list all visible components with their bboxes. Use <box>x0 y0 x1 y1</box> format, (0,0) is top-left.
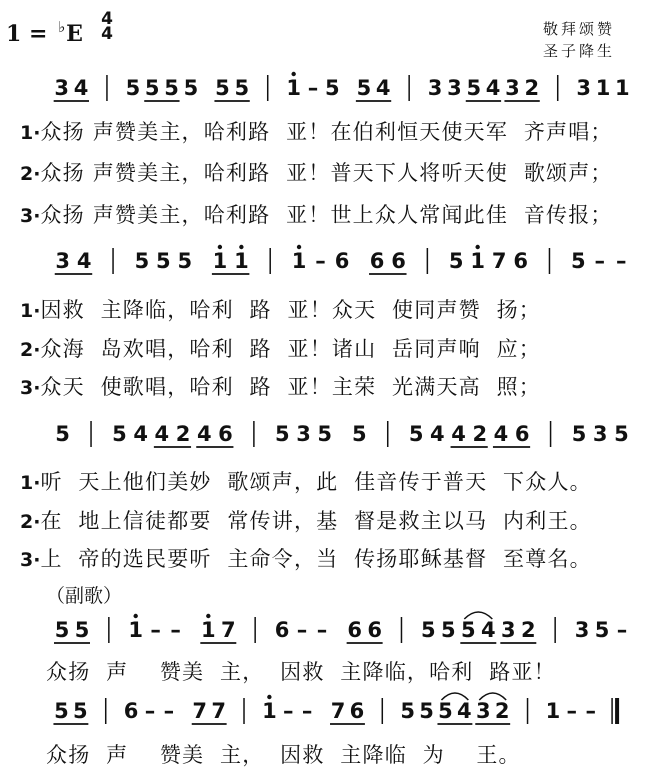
note: 3 <box>576 76 591 100</box>
note: 5 <box>438 699 453 723</box>
note: 7 <box>192 699 208 723</box>
lyric-line <box>46 656 646 686</box>
note: 5 <box>234 76 250 100</box>
lyric-text: 上 帝的选民要听 主命令，当 传扬耶稣基督 至尊名。 <box>40 547 592 571</box>
lyric-text: 听 天上他们美妙 歌颂声，此 佳音传于普天 下众人。 <box>40 470 592 494</box>
time-top: 4 <box>101 9 113 29</box>
note: 5 <box>164 76 179 100</box>
lyric-line <box>20 294 652 324</box>
verse-number: 3· <box>20 549 41 571</box>
note: 1 <box>234 249 249 273</box>
note: 6 <box>347 618 362 642</box>
note: 2 <box>494 699 510 723</box>
high-octave-dot <box>291 72 295 76</box>
note: 1 <box>615 76 630 100</box>
dash-extension: – <box>315 249 326 273</box>
note: 5 <box>54 699 69 723</box>
lyric-text: 众扬 声赞美主，哈利路 亚！普天下人将听天使 歌颂声； <box>40 161 613 185</box>
note: 5 <box>275 422 290 446</box>
verse-number: 1· <box>20 300 41 322</box>
note: 5 <box>144 76 160 100</box>
lyric-line <box>46 739 646 769</box>
lyric-text: 在 地上信徒都要 常传讲，基 督是救主以马 内利王。 <box>40 509 592 533</box>
note: 1 <box>595 76 611 100</box>
note: 7 <box>221 618 236 642</box>
note: 4 <box>73 76 89 100</box>
note: 5 <box>134 249 150 273</box>
note: 1 <box>286 76 301 100</box>
dash-extension: – <box>301 699 313 723</box>
note: 6 <box>369 249 385 273</box>
note: 5 <box>614 422 629 446</box>
note: 4 <box>76 249 92 273</box>
lyric-text: 众海 岛欢唱，哈利 路 亚！诸山 岳同声响 应； <box>40 337 542 361</box>
note: 2 <box>521 618 536 642</box>
dash-extension: – <box>296 618 308 642</box>
key-note: E <box>66 21 83 47</box>
subtitle-2: 圣子降生 <box>542 42 615 60</box>
note: 1 <box>470 249 485 273</box>
note: 5 <box>125 76 141 100</box>
note: 4 <box>457 699 472 723</box>
note: 1 <box>545 699 561 723</box>
verse-number: 3· <box>20 205 41 227</box>
note: 5 <box>112 422 127 446</box>
note: 7 <box>211 699 226 723</box>
flat-sign: ♭ <box>58 18 66 36</box>
note: 1 <box>201 618 216 642</box>
note: 6 <box>274 618 290 642</box>
lyric-line <box>20 333 652 363</box>
verse-number: 1· <box>20 122 41 144</box>
note: 5 <box>215 76 230 100</box>
note: 6 <box>513 249 528 273</box>
note: 2 <box>175 422 191 446</box>
note: 5 <box>571 422 587 446</box>
note: 5 <box>408 422 424 446</box>
note: 3 <box>592 422 608 446</box>
dash-extension: – <box>283 699 294 723</box>
lyric-line <box>20 543 652 573</box>
note: 3 <box>475 699 491 723</box>
note: 5 <box>177 249 193 273</box>
note: 5 <box>594 618 610 642</box>
note: 5 <box>441 618 456 642</box>
note: 3 <box>447 76 462 100</box>
verse-number: 2· <box>20 339 41 361</box>
note: 5 <box>73 699 88 723</box>
verse-number: 1· <box>20 472 41 494</box>
note: 4 <box>485 76 501 100</box>
note: 5 <box>351 422 367 446</box>
high-octave-dot <box>218 245 222 249</box>
dash-extension: – <box>144 699 156 723</box>
lyric-line <box>20 199 652 229</box>
chorus-label: （副歌） <box>46 585 123 607</box>
subtitle-1: 敬拜颂赞 <box>542 20 615 38</box>
note: 4 <box>133 422 148 446</box>
lyric-line <box>20 505 652 535</box>
key-prefix: 1 = <box>6 21 56 47</box>
note: 4 <box>375 76 391 100</box>
note: 5 <box>156 249 171 273</box>
note: 5 <box>74 618 90 642</box>
note: 5 <box>400 699 415 723</box>
note: 3 <box>501 618 516 642</box>
note: 4 <box>493 422 509 446</box>
lyric-line <box>20 466 652 496</box>
note: 5 <box>183 76 199 100</box>
lyric-line <box>20 116 652 146</box>
note: 4 <box>481 618 496 642</box>
note: 1 <box>128 618 143 642</box>
note: 5 <box>466 76 482 100</box>
note: 3 <box>505 76 520 100</box>
note: 1 <box>212 249 228 273</box>
dash-extension: – <box>585 699 596 723</box>
high-octave-dot <box>267 695 271 699</box>
note: 5 <box>356 76 372 100</box>
lyric-text: 众扬 声赞美主，哈利路 亚！世上众人常闻此佳 音传报； <box>40 203 613 227</box>
dash-extension: – <box>594 249 606 273</box>
high-octave-dot <box>475 245 479 249</box>
note: 5 <box>317 422 333 446</box>
note: 5 <box>55 422 70 446</box>
lyric-line <box>20 371 652 401</box>
note: 5 <box>461 618 476 642</box>
note: 3 <box>427 76 443 100</box>
note: 6 <box>391 249 406 273</box>
dash-extension: – <box>616 618 628 642</box>
note: 5 <box>421 618 436 642</box>
note: 6 <box>514 422 530 446</box>
lyric-text: 众扬 声 赞美 主， 因救 主降临 为 王。 <box>46 743 521 767</box>
note: 6 <box>349 699 365 723</box>
note: 2 <box>472 422 488 446</box>
high-octave-dot <box>239 245 243 249</box>
high-octave-dot <box>133 614 137 618</box>
lyric-line <box>20 157 652 187</box>
note: 5 <box>419 699 434 723</box>
note: 5 <box>448 249 464 273</box>
dash-extension: – <box>307 76 319 100</box>
note: 6 <box>367 618 382 642</box>
lyric-text: 众天 使歌唱，哈利 路 亚！主荣 光满天高 照； <box>40 375 542 399</box>
verse-number: 3· <box>20 377 41 399</box>
dash-extension: – <box>616 249 627 273</box>
note: 4 <box>430 422 445 446</box>
note: 4 <box>196 422 212 446</box>
note: 3 <box>296 422 311 446</box>
note: 4 <box>451 422 466 446</box>
lyric-text: 众扬 声 赞美 主， 因救 主降临，哈利 路亚！ <box>46 660 556 684</box>
verse-number: 2· <box>20 163 41 185</box>
time-bottom: 4 <box>101 24 113 44</box>
note: 2 <box>524 76 540 100</box>
note: 6 <box>334 249 350 273</box>
note: 7 <box>491 249 507 273</box>
verse-number: 2· <box>20 511 41 533</box>
note: 6 <box>123 699 139 723</box>
high-octave-dot <box>206 614 210 618</box>
note: 5 <box>570 249 586 273</box>
note: 4 <box>154 422 170 446</box>
dash-extension: – <box>150 618 161 642</box>
lyric-text: 因救 主降临，哈利 路 亚！众天 使同声赞 扬； <box>40 298 542 322</box>
dash-extension: – <box>566 699 578 723</box>
dash-extension: – <box>170 618 181 642</box>
note: 1 <box>262 699 277 723</box>
high-octave-dot <box>297 245 301 249</box>
note: 3 <box>54 76 69 100</box>
note: 3 <box>574 618 590 642</box>
lyric-text: 众扬 声赞美主，哈利路 亚！在伯利恒天使天军 齐声唱； <box>40 120 613 144</box>
note: 5 <box>54 618 70 642</box>
note: 5 <box>325 76 340 100</box>
note: 3 <box>55 249 71 273</box>
dash-extension: – <box>163 699 175 723</box>
note: 1 <box>291 249 307 273</box>
dash-extension: – <box>316 618 328 642</box>
note: 7 <box>330 699 346 723</box>
note: 6 <box>218 422 233 446</box>
